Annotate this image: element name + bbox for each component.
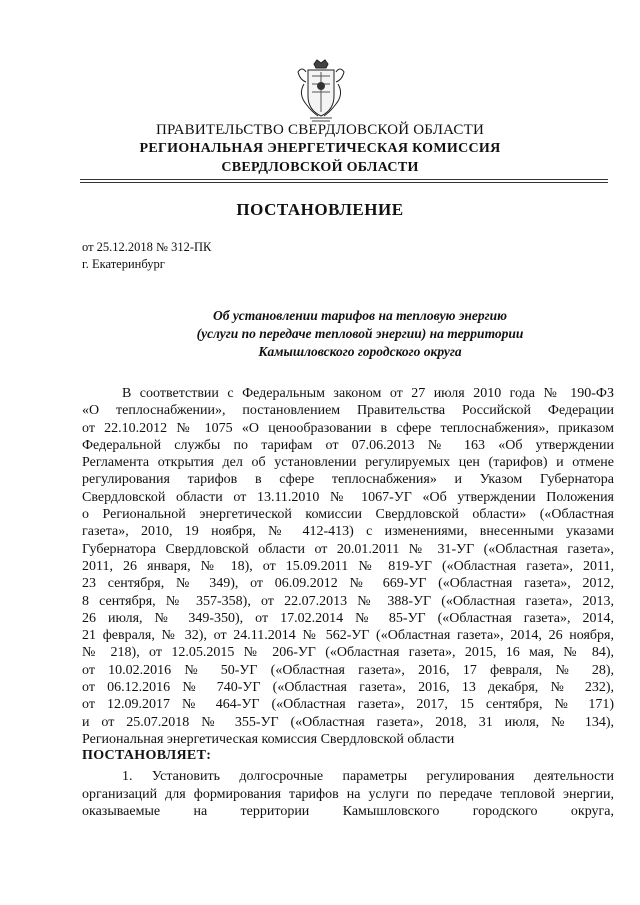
document-date-number: от 25.12.2018 № 312-ПК [82,240,212,254]
item-line: 1. Установить долгосрочные параметры регулирования деятельности [122,769,614,784]
body-line: 8 сентября, № 357-358), от 22.07.2013 № 388-УГ («Областная газета», 2013, [82,593,614,609]
body-line: № 218), от 12.05.2015 № 206-УГ («Областная газета», 2015, 16 мая, № 84), [82,645,614,661]
body-line: Региональная энергетическая комиссия Свердловской области [82,731,455,747]
body-line: от 06.12.2016 № 740-УГ («Областная газета», 2016, 13 декабря, № 232), [82,680,614,696]
body-line: 26 июля, № 349-350), от 17.02.2014 № 85-УГ («Областная газета», 2014, [82,610,614,626]
header-divider [80,179,608,180]
body-line: 21 февраля, № 32), от 24.11.2014 № 562-УГ («Областная газета», 2014, 26 ноября, [82,628,614,644]
document-type-title: ПОСТАНОВЛЕНИЕ [236,200,404,219]
coat-of-arms-icon [296,58,346,124]
commission-name: РЕГИОНАЛЬНАЯ ЭНЕРГЕТИЧЕСКАЯ КОМИССИЯ [139,141,501,156]
subject-line: Об установлении тарифов на тепловую энергию [212,308,508,323]
body-line: от 10.02.2016 № 50-УГ («Областная газета», 2016, 17 февраля, № 28), [82,662,614,678]
decree-item-1 [82,768,614,821]
body-line: регулирования тарифов в сфере теплоснабжения» и Указом Губернатора [82,472,614,488]
body-line: 23 сентября, № 349), от 06.09.2012 № 669-УГ («Областная газета», 2012, [82,576,614,592]
item-line: организаций для формирования тарифов на услуги по передаче тепловой энергии, [82,786,614,802]
document-city: г. Екатеринбург [82,257,165,271]
body-line: Губернатора Свердловской области от 20.01.2011 № 31-УГ («Областная газета», [82,541,614,557]
subject-line: (услуги по передаче тепловой энергии) на территории [196,326,524,341]
body-line: В соответствии с Федеральным законом от 27 июля 2010 года № 190-ФЗ [122,386,614,401]
body-line: газета», 2010, 19 ноября, № 412-413) с изменениями, внесенными указами [82,524,614,540]
preamble-paragraph [82,385,614,748]
body-line: о Региональной энергетической комиссии Свердловской области» («Областная [82,507,614,523]
item-line: оказываемые на территории Камышловского городского округа, [82,804,614,819]
body-line: и от 25.07.2018 № 355-УГ («Областная газета», 2018, 31 июля, № 134), [82,714,614,730]
body-line: Регламента открытия дел об установлении регулируемых цен (тарифов) и отмене [82,455,614,471]
body-line: «О теплоснабжении», постановлением Правительства Российской Федерации [82,403,614,419]
body-line: 2011, 26 января, № 18), от 15.09.2011 № 819-УГ («Областная газета», 2011, [82,558,614,574]
subject-line: Камышловского городского округа [258,344,462,359]
government-name: ПРАВИТЕЛЬСТВО СВЕРДЛОВСКОЙ ОБЛАСТИ [155,122,485,138]
body-line: от 22.10.2012 № 1075 «О ценообразовании в сфере теплоснабжения», приказом [82,420,614,436]
body-line: от 12.09.2017 № 464-УГ («Областная газета», 2017, 15 сентября, № 171) [82,697,614,713]
body-line: Федеральной службы по тарифам от 07.06.2013 № 163 «Об утверждении [82,437,614,453]
body-line: Свердловской области от 13.11.2010 № 1067-УГ «Об утверждении Положения [82,489,614,505]
region-name: СВЕРДЛОВСКОЙ ОБЛАСТИ [221,160,419,175]
decree-word: ПОСТАНОВЛЯЕТ: [82,748,212,763]
header-divider-second [80,182,608,183]
